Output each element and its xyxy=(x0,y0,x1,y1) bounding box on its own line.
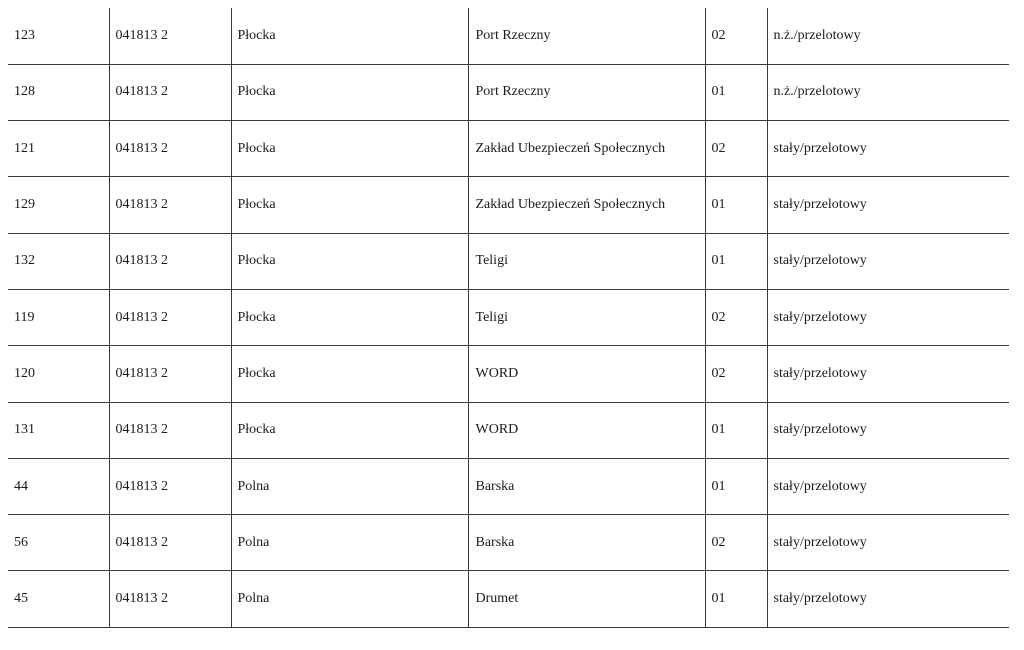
cell-stop-type: n.ż./przelotowy xyxy=(767,8,1009,64)
cell-stop-type: stały/przelotowy xyxy=(767,571,1009,627)
cell-stop-name: WORD xyxy=(468,346,705,402)
cell-stop-type: stały/przelotowy xyxy=(767,515,1009,571)
table-row xyxy=(8,571,1009,627)
cell-stop-name: WORD xyxy=(468,402,705,458)
cell-street: Płocka xyxy=(231,402,468,458)
cell-stop-number: 01 xyxy=(705,571,767,627)
cell-stop-name: Port Rzeczny xyxy=(468,8,705,64)
cell-street: Polna xyxy=(231,458,468,514)
table-row xyxy=(8,515,1009,571)
cell-stop-number: 02 xyxy=(705,8,767,64)
cell-stop-number: 01 xyxy=(705,177,767,233)
cell-street: Płocka xyxy=(231,121,468,177)
cell-stop-type: stały/przelotowy xyxy=(767,289,1009,345)
cell-street: Płocka xyxy=(231,64,468,120)
cell-code: 041813 2 xyxy=(109,289,231,345)
stops-table xyxy=(8,8,1009,628)
table-row xyxy=(8,402,1009,458)
cell-street: Płocka xyxy=(231,233,468,289)
cell-stop-name: Barska xyxy=(468,458,705,514)
cell-id: 44 xyxy=(8,458,109,514)
cell-id: 129 xyxy=(8,177,109,233)
cell-street: Płocka xyxy=(231,8,468,64)
cell-stop-name: Teligi xyxy=(468,233,705,289)
table-row xyxy=(8,458,1009,514)
cell-stop-type: stały/przelotowy xyxy=(767,402,1009,458)
cell-stop-name: Zakład Ubezpieczeń Społecznych xyxy=(468,177,705,233)
table-row xyxy=(8,64,1009,120)
cell-id: 56 xyxy=(8,515,109,571)
table-row xyxy=(8,289,1009,345)
cell-stop-name: Port Rzeczny xyxy=(468,64,705,120)
cell-street: Polna xyxy=(231,571,468,627)
cell-code: 041813 2 xyxy=(109,64,231,120)
cell-stop-type: n.ż./przelotowy xyxy=(767,64,1009,120)
cell-stop-name: Zakład Ubezpieczeń Społecznych xyxy=(468,121,705,177)
table-row xyxy=(8,177,1009,233)
cell-stop-type: stały/przelotowy xyxy=(767,346,1009,402)
table-row xyxy=(8,121,1009,177)
cell-stop-type: stały/przelotowy xyxy=(767,233,1009,289)
cell-stop-type: stały/przelotowy xyxy=(767,121,1009,177)
cell-id: 132 xyxy=(8,233,109,289)
cell-stop-name: Drumet xyxy=(468,571,705,627)
cell-id: 45 xyxy=(8,571,109,627)
cell-code: 041813 2 xyxy=(109,233,231,289)
cell-id: 119 xyxy=(8,289,109,345)
cell-stop-number: 02 xyxy=(705,121,767,177)
cell-code: 041813 2 xyxy=(109,8,231,64)
cell-id: 123 xyxy=(8,8,109,64)
cell-stop-name: Barska xyxy=(468,515,705,571)
cell-stop-number: 01 xyxy=(705,233,767,289)
cell-stop-number: 02 xyxy=(705,289,767,345)
table-row xyxy=(8,233,1009,289)
cell-stop-number: 02 xyxy=(705,346,767,402)
cell-stop-number: 01 xyxy=(705,458,767,514)
cell-street: Płocka xyxy=(231,289,468,345)
cell-code: 041813 2 xyxy=(109,571,231,627)
cell-id: 128 xyxy=(8,64,109,120)
cell-id: 131 xyxy=(8,402,109,458)
cell-street: Płocka xyxy=(231,346,468,402)
cell-stop-number: 02 xyxy=(705,515,767,571)
cell-id: 121 xyxy=(8,121,109,177)
cell-id: 120 xyxy=(8,346,109,402)
cell-stop-type: stały/przelotowy xyxy=(767,458,1009,514)
cell-stop-name: Teligi xyxy=(468,289,705,345)
cell-code: 041813 2 xyxy=(109,121,231,177)
cell-code: 041813 2 xyxy=(109,346,231,402)
cell-street: Płocka xyxy=(231,177,468,233)
table-row xyxy=(8,8,1009,64)
cell-code: 041813 2 xyxy=(109,458,231,514)
cell-stop-number: 01 xyxy=(705,64,767,120)
cell-street: Polna xyxy=(231,515,468,571)
cell-code: 041813 2 xyxy=(109,177,231,233)
cell-code: 041813 2 xyxy=(109,402,231,458)
stops-table-body xyxy=(8,8,1009,627)
cell-stop-type: stały/przelotowy xyxy=(767,177,1009,233)
cell-code: 041813 2 xyxy=(109,515,231,571)
table-row xyxy=(8,346,1009,402)
cell-stop-number: 01 xyxy=(705,402,767,458)
